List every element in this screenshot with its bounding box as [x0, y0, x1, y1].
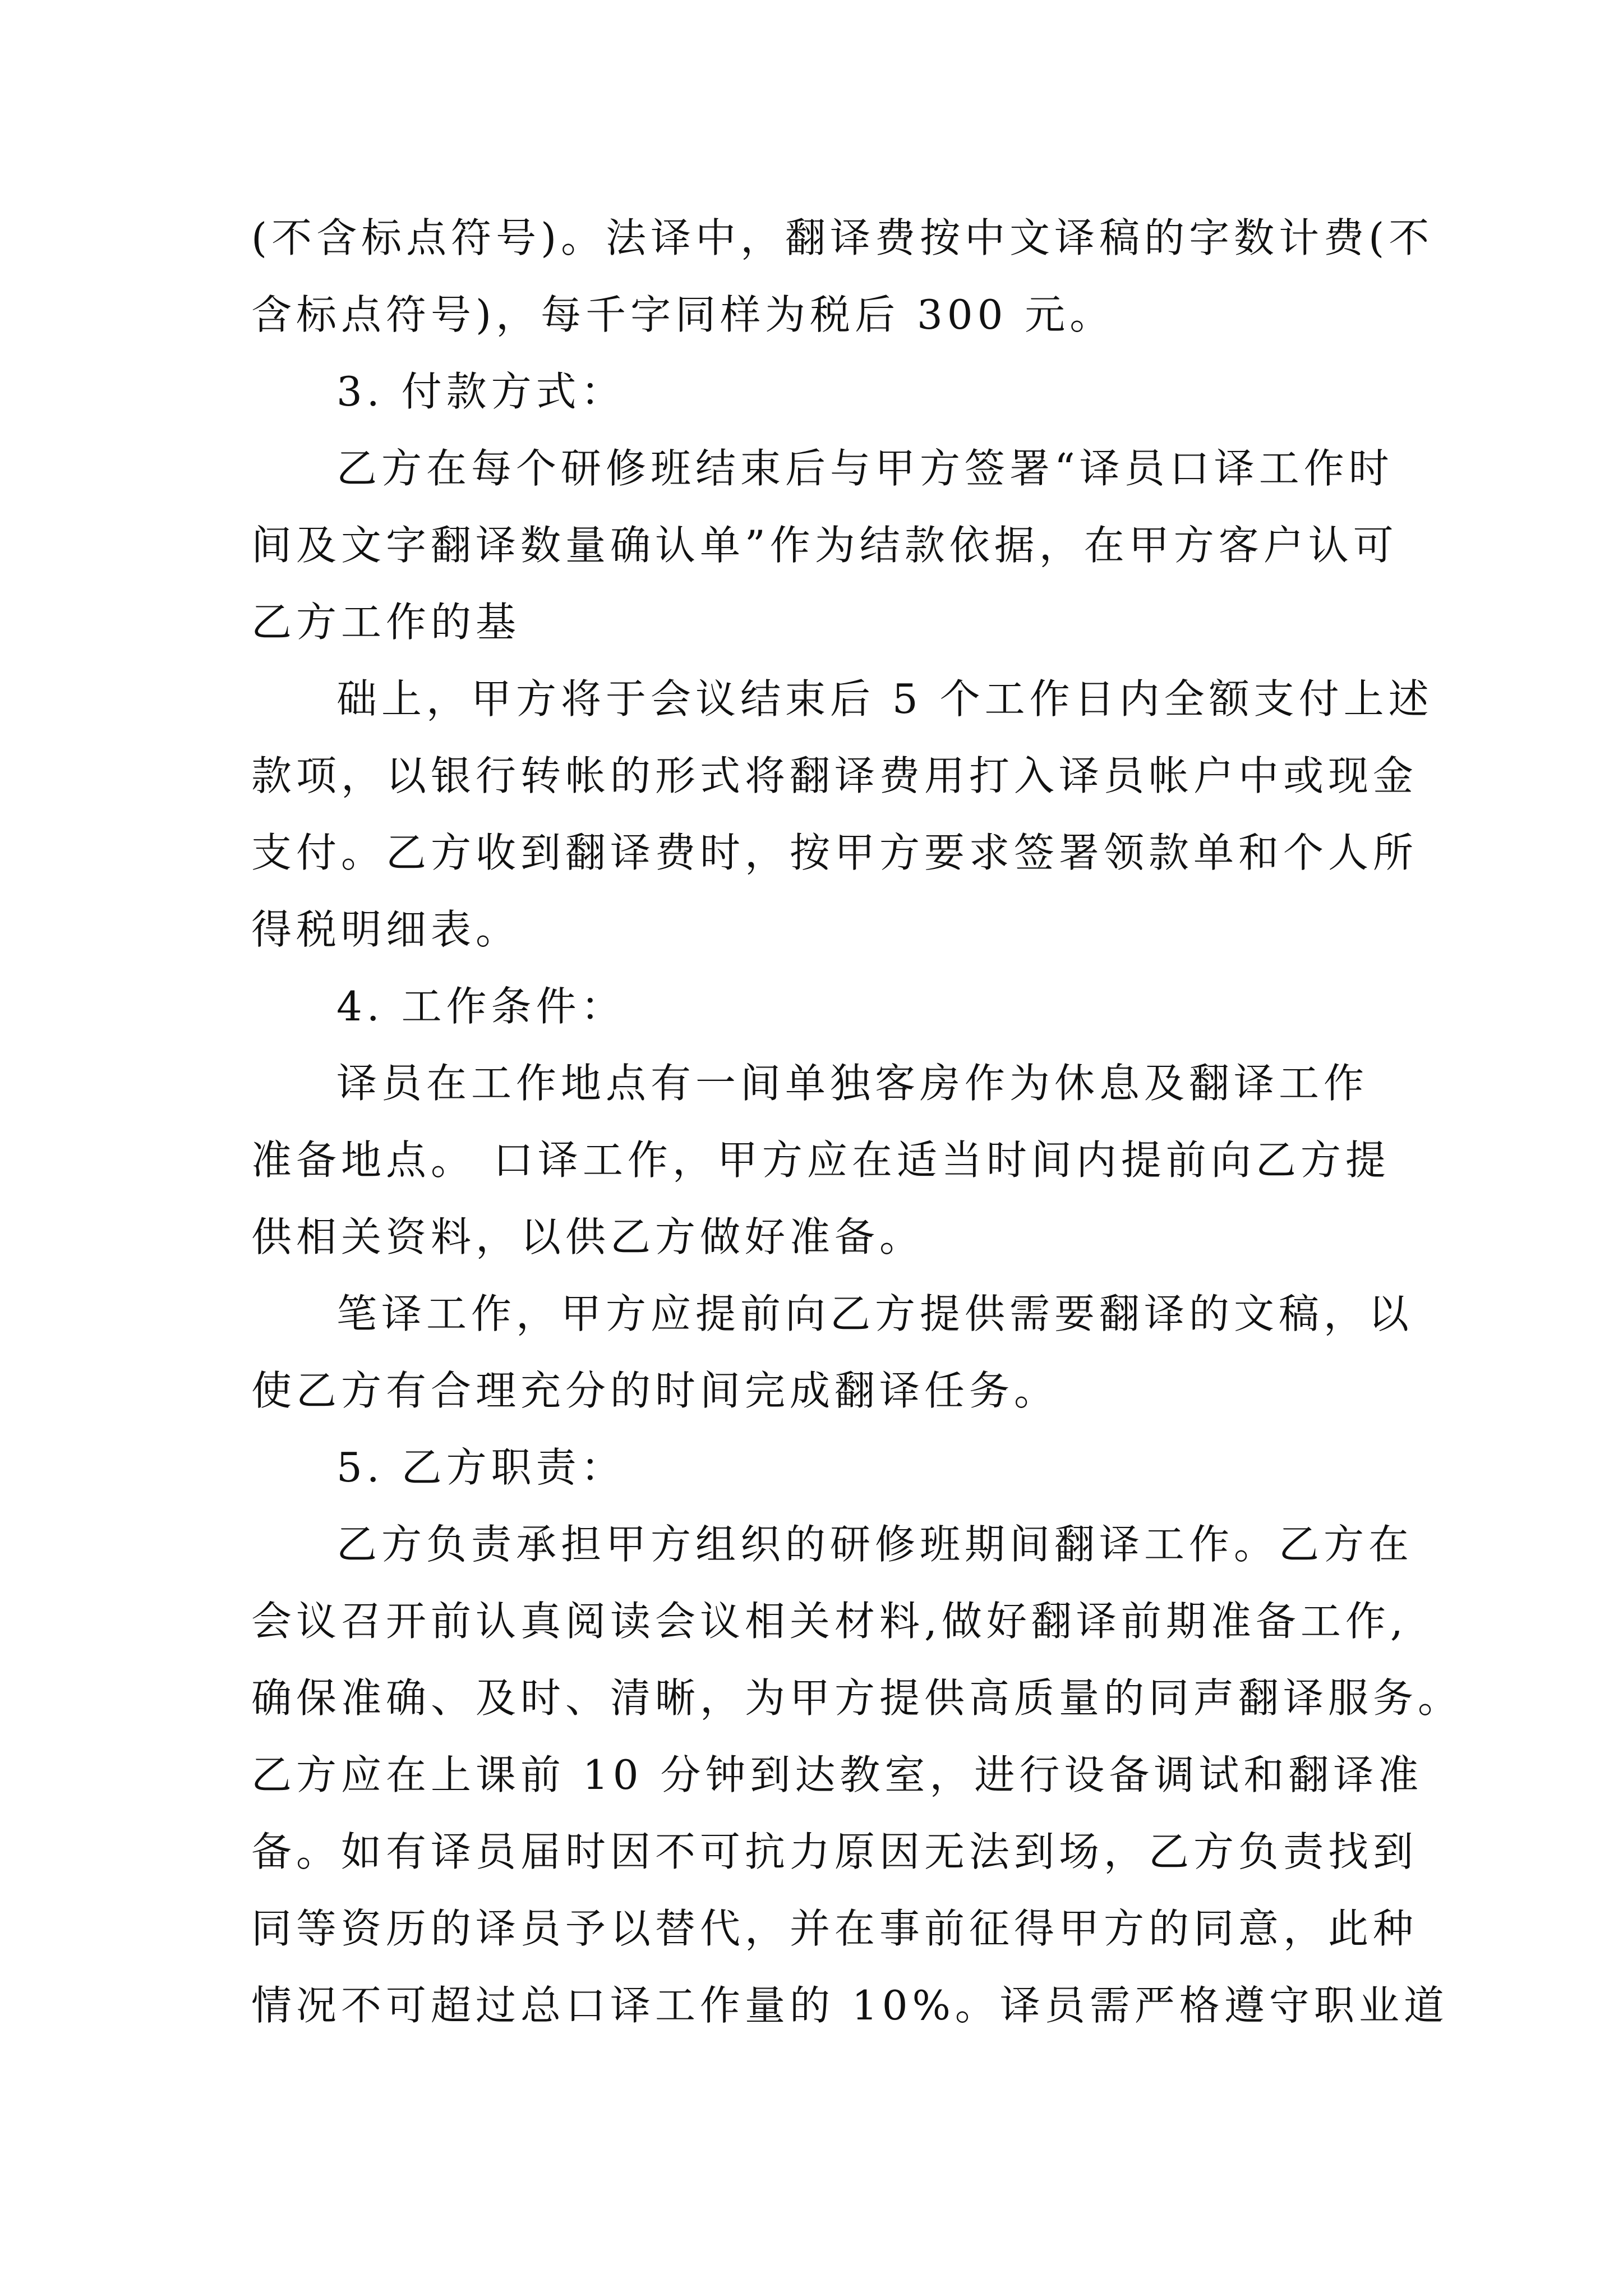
- document-body: [251, 200, 1463, 2044]
- text-line: 笔译工作，甲方应提前向乙方提供需要翻译的文稿，以: [336, 1290, 1414, 1337]
- text-line: 乙方应在上课前 10 分钟到达教室，进行设备调试和翻译准: [251, 1751, 1423, 1798]
- text-line: 乙方负责承担甲方组织的研修班期间翻译工作。乙方在: [336, 1521, 1414, 1568]
- text-line: 同等资历的译员予以替代，并在事前征得甲方的同意，此种: [251, 1905, 1418, 1952]
- text-line: 译员在工作地点有一间单独客房作为休息及翻译工作: [336, 1060, 1369, 1107]
- text-line: 使乙方有合理充分的时间完成翻译任务。: [251, 1367, 1059, 1414]
- text-line: 供相关资料，以供乙方做好准备。: [251, 1213, 925, 1260]
- section-heading-party-b-duties: 5. 乙方职责：: [336, 1444, 626, 1491]
- text-line: 乙方工作的基: [251, 599, 521, 646]
- text-line: 乙方在每个研修班结束后与甲方签署“译员口译工作时: [336, 445, 1394, 492]
- text-line: 得税明细表。: [251, 906, 521, 953]
- text-line: 情况不可超过总口译工作量的 10%。译员需严格遵守职业道: [251, 1982, 1449, 2029]
- text-line: 础上，甲方将于会议结束后 5 个工作日内全额支付上述: [336, 675, 1433, 723]
- text-line: 确保准确、及时、清晰，为甲方提供高质量的同声翻译服务。: [251, 1674, 1463, 1722]
- text-line: 含标点符号)，每千字同样为税后 300 元。: [251, 291, 1115, 338]
- text-line: 间及文字翻译数量确认单”作为结款依据，在甲方客户认可: [251, 522, 1398, 569]
- text-line: 备。如有译员届时因不可抗力原因无法到场，乙方负责找到: [251, 1828, 1418, 1875]
- text-line: 准备地点。 口译工作，甲方应在适当时间内提前向乙方提: [251, 1137, 1390, 1184]
- text-line: 会议召开前认真阅读会议相关材料,做好翻译前期准备工作,: [251, 1598, 1408, 1645]
- section-heading-work-conditions: 4. 工作条件：: [336, 983, 626, 1030]
- text-line: 支付。乙方收到翻译费时，按甲方要求签署领款单和个人所: [251, 829, 1418, 876]
- text-line: (不含标点符号)。法译中，翻译费按中文译稿的字数计费(不: [251, 214, 1434, 261]
- section-heading-payment: 3. 付款方式：: [336, 368, 626, 415]
- text-line: 款项，以银行转帐的形式将翻译费用打入译员帐户中或现金: [251, 752, 1418, 799]
